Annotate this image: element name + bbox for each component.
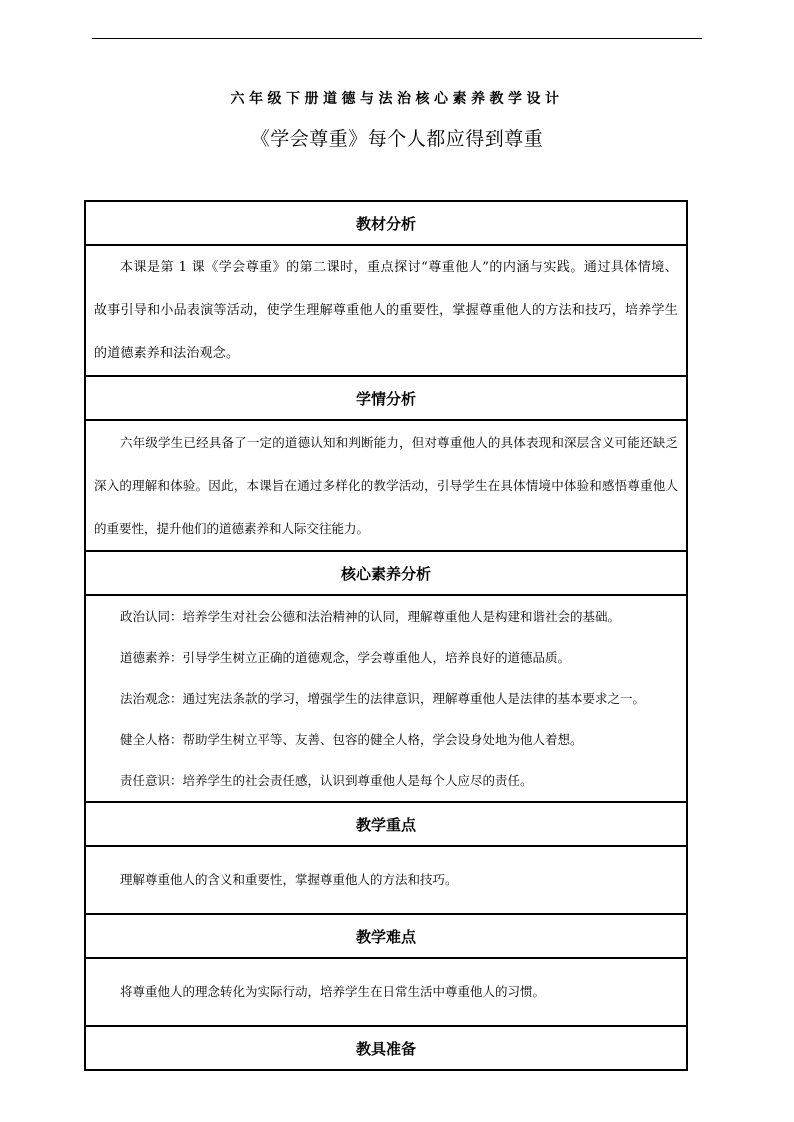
lesson-plan-table xyxy=(84,200,688,1071)
section-header-row xyxy=(85,914,687,958)
section-heading-textbook-analysis: 教材分析 xyxy=(85,201,687,245)
section-body-row xyxy=(85,245,687,376)
section-heading-learner-analysis: 学情分析 xyxy=(85,376,687,420)
lesson-subtitle: 《学会尊重》每个人都应得到尊重 xyxy=(250,128,544,150)
literacy-item-political-identity: 政治认同：培养学生对社会公德和法治精神的认同，理解尊重他人是构建和谐社会的基础。 xyxy=(120,609,621,624)
difficulties-text: 将尊重他人的理念转化为实际行动，培养学生在日常生活中尊重他人的习惯。 xyxy=(120,984,546,999)
header-rule xyxy=(92,38,702,39)
textbook-analysis-cell xyxy=(85,245,687,376)
section-body-row xyxy=(85,846,687,914)
section-heading-key-points: 教学重点 xyxy=(85,802,687,846)
difficulties-cell xyxy=(85,958,687,1026)
section-heading-core-literacy: 核心素养分析 xyxy=(85,551,687,595)
section-body-row xyxy=(85,420,687,551)
document-title: 六年级下册道德与法治核心素养教学设计 xyxy=(230,91,564,107)
core-literacy-cell xyxy=(85,595,687,802)
section-header-row xyxy=(85,201,687,245)
section-heading-materials: 教具准备 xyxy=(85,1026,687,1070)
section-heading-difficulties: 教学难点 xyxy=(85,914,687,958)
section-body-row xyxy=(85,958,687,1026)
section-header-row xyxy=(85,802,687,846)
section-header-row xyxy=(85,376,687,420)
literacy-item-rule-of-law: 法治观念：通过宪法条款的学习，增强学生的法律意识，理解尊重他人是法律的基本要求之一。 xyxy=(120,691,646,706)
key-points-cell xyxy=(85,846,687,914)
key-points-text: 理解尊重他人的含义和重要性，掌握尊重他人的方法和技巧。 xyxy=(120,872,458,887)
learner-analysis-text: 六年级学生已经具备了一定的道德认知和判断能力，但对尊重他人的具体表现和深层含义可能还缺乏深入的理解和体验。因此，本课旨在通过多样化的教学活动，引导学生在具体情境中体验和感悟尊重他人的重要性，提升他们的道德素养和人际交往能力。 xyxy=(94,435,678,536)
learner-analysis-cell xyxy=(85,420,687,551)
literacy-item-responsibility: 责任意识：培养学生的社会责任感，认识到尊重他人是每个人应尽的责任。 xyxy=(120,773,533,788)
textbook-analysis-text: 本课是第 1 课《学会尊重》的第二课时，重点探讨“尊重他人”的内涵与实践。通过具体情境、故事引导和小品表演等活动，使学生理解尊重他人的重要性，掌握尊重他人的方法和技巧，培养学生的道德素养和法治观念。 xyxy=(94,260,678,361)
literacy-item-sound-personality: 健全人格：帮助学生树立平等、友善、包容的健全人格，学会设身处地为他人着想。 xyxy=(120,732,583,747)
section-header-row xyxy=(85,1026,687,1070)
section-body-row xyxy=(85,595,687,802)
literacy-item-moral-literacy: 道德素养：引导学生树立正确的道德观念，学会尊重他人，培养良好的道德品质。 xyxy=(120,650,571,665)
section-header-row xyxy=(85,551,687,595)
